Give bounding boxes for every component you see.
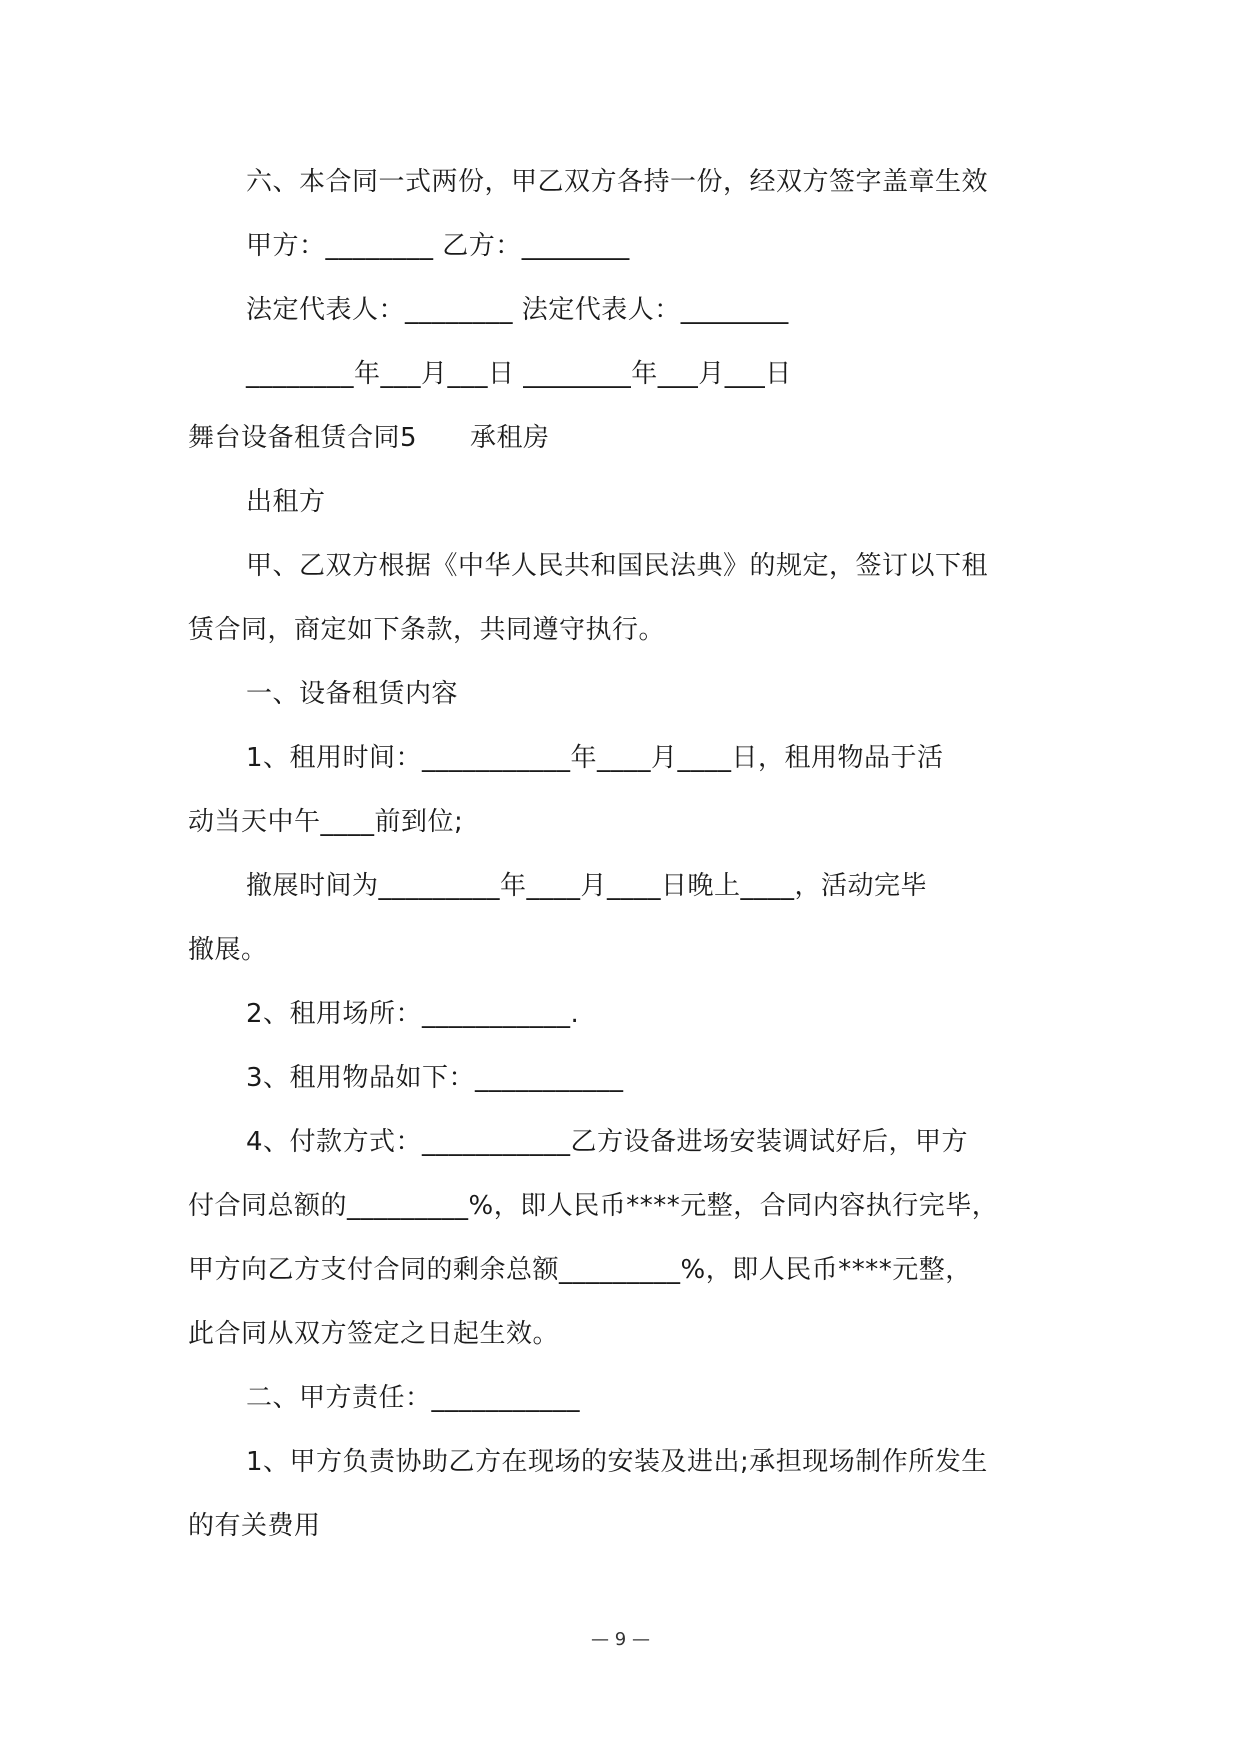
lessor-label: 出租方 — [246, 487, 326, 517]
party-a-duty-line-2: 的有关费用 — [188, 1511, 321, 1541]
section-one-heading: 一、设备租赁内容 — [246, 679, 459, 709]
party-a-duty-line-1: 1、甲方负责协助乙方在现场的安装及进出;承担现场制作所发生 — [246, 1447, 988, 1477]
rental-venue-line: 2、租用场所：___________. — [246, 999, 580, 1029]
payment-method-line-3: 甲方向乙方支付合同的剩余总额_________%，即人民币****元整， — [188, 1255, 972, 1285]
preamble-text-line-2: 赁合同，商定如下条款，共同遵守执行。 — [188, 615, 666, 645]
party-a-b-signature-line: 甲方：________ 乙方：________ — [246, 231, 630, 261]
payment-method-line-4: 此合同从双方签定之日起生效。 — [188, 1319, 560, 1349]
preamble-text-line-1: 甲、乙双方根据《中华人民共和国民法典》的规定，签订以下租 — [246, 551, 989, 581]
rental-items-line: 3、租用物品如下：___________ — [246, 1063, 624, 1093]
page-number: — 9 — — [591, 1629, 650, 1650]
rental-time-line-1: 1、租用时间：___________年____月____日，租用物品于活 — [246, 743, 944, 773]
section-two-heading: 二、甲方责任：___________ — [246, 1383, 581, 1413]
clause-six-text: 六、本合同一式两份，甲乙双方各持一份，经双方签字盖章生效 — [246, 167, 989, 197]
contract-heading: 舞台设备租赁合同5 承租房 — [188, 423, 550, 453]
date-line: ________年___月___日 ________年___月___日 — [246, 359, 792, 389]
dismantle-time-line-2: 撤展。 — [188, 935, 268, 965]
rental-time-line-2: 动当天中午____前到位; — [188, 807, 464, 837]
payment-method-line-2: 付合同总额的_________%，即人民币****元整，合同内容执行完毕， — [188, 1191, 999, 1221]
payment-method-line-1: 4、付款方式：___________乙方设备进场安装调试好后，甲方 — [246, 1127, 969, 1157]
dismantle-time-line-1: 撤展时间为_________年____月____日晚上____，活动完毕 — [246, 871, 928, 901]
legal-representative-line: 法定代表人：________ 法定代表人：________ — [246, 295, 789, 325]
